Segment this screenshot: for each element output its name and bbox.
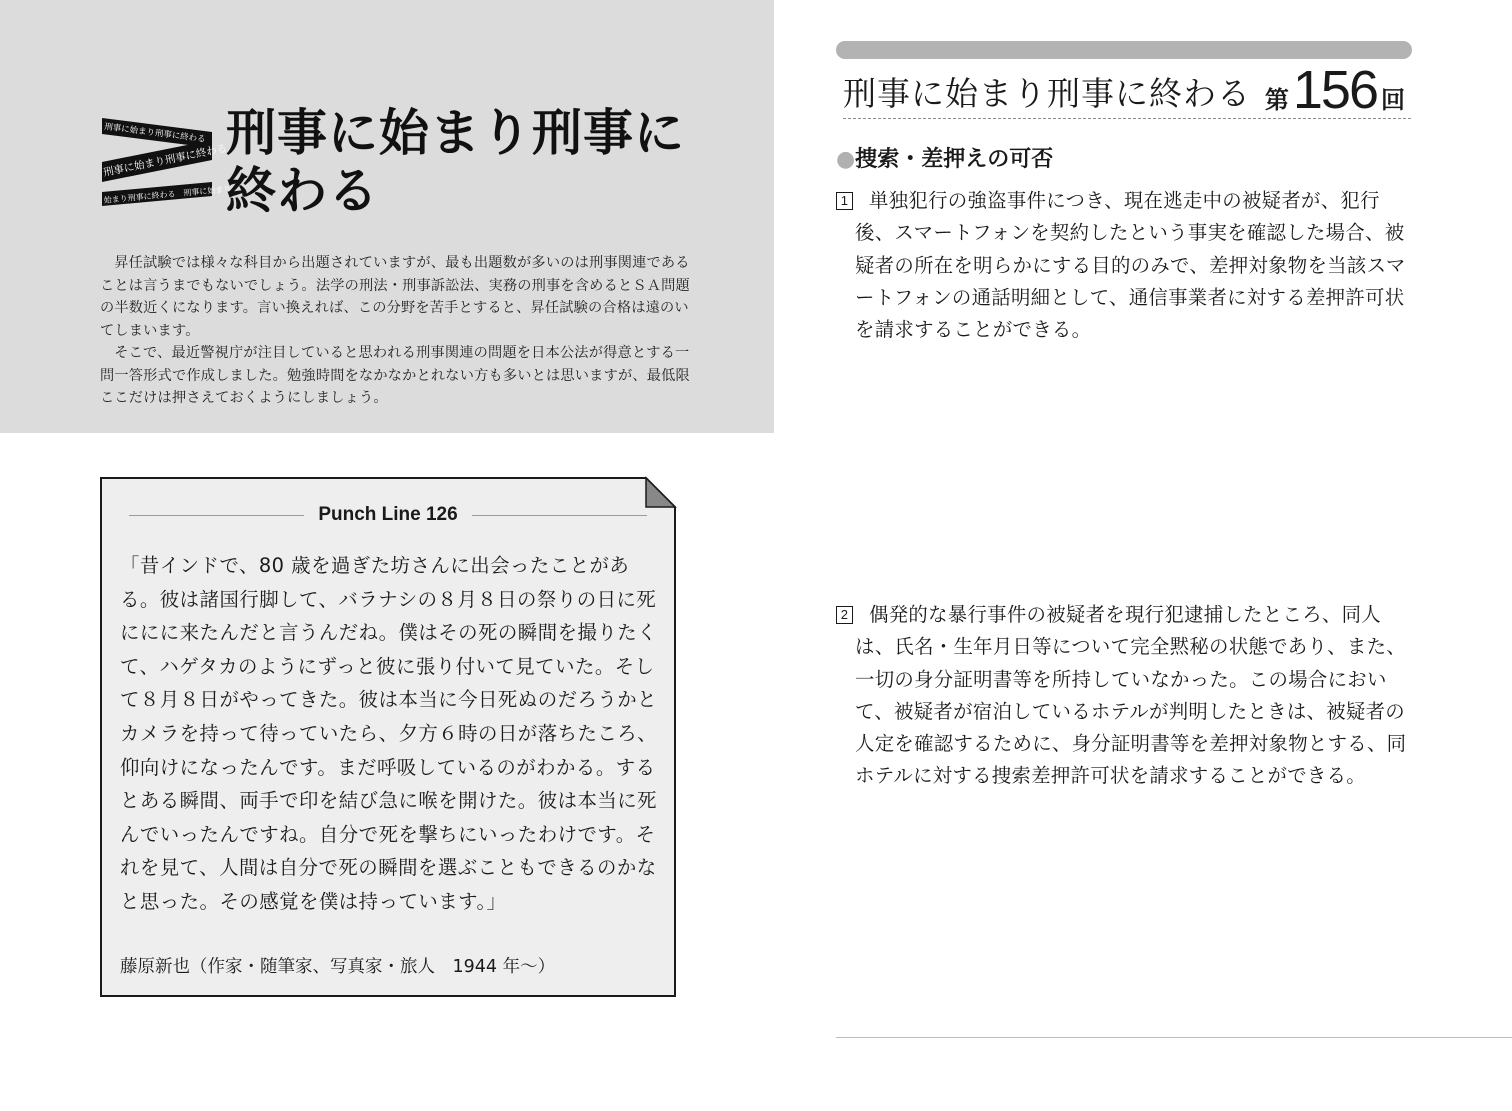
header-rule-left (129, 515, 304, 516)
logo-strip-2-text: 刑事に始まり刑事に終わる (102, 142, 229, 179)
section-heading (836, 142, 1053, 173)
quote-text: 「昔インドで、80 歳を過ぎた坊さんに出会ったことがある。彼は諸国行脚して、バラナシの８月８日の祭りの日に死ににに来たんだと言うんだね。僕はその死の瞬間を撮りたくて、ハゲタカのようにずっと彼に張り付いて見ていた。そして８月８日がやってきた。彼は本当に今日死ぬのだろうかとカメラを持って待っていたら、夕方６時の日が落ちたころ、仰向けになったんです。まだ呼吸しているのがわかる。するとある瞬間、両手で印を結び急に喉を開けた。彼は本当に死んでいったんですね。自分で死を撃ちにいったわけです。それを見て、人間は自分で死の瞬間を選ぶこともできるのかなと思った。その感覚を僕は持っています。」 (120, 554, 658, 913)
question-text: 単独犯行の強盗事件につき、現在逃走中の被疑者が、犯行後、スマートフォンを契約したという事実を確認した場合、被疑者の所在を明らかにする目的のみで、差押対象物を当該スマートフォンの通話明細として、通信事業者に対する差押許可状を請求することができる。 (855, 189, 1406, 342)
running-header (843, 62, 1411, 119)
logo-strip-3-text: 始まり刑事に終わる 刑事に始まり (103, 184, 232, 205)
quote-attribution: 藤原新也（作家・随筆家、写真家・旅人 1944 年〜） (120, 957, 556, 977)
question-body (836, 599, 1416, 793)
running-header-title: 刑事に始まり刑事に終わる (843, 74, 1251, 113)
intro-panel (0, 0, 774, 433)
issue-prefix: 第 (1264, 86, 1289, 114)
punch-line-label: Punch Line 126 (318, 504, 458, 525)
intro-text (100, 252, 700, 410)
question-number-box: 1 (836, 192, 853, 210)
issue-suffix: 回 (1381, 86, 1405, 114)
question-number-box: 2 (836, 606, 853, 624)
issue-number (1264, 60, 1405, 120)
page-title (226, 104, 746, 220)
punch-line-header (100, 495, 676, 535)
title-logo-strips (100, 110, 232, 216)
logo-strips-graphic (100, 110, 232, 216)
page-title-line-2: 終わる (226, 162, 379, 220)
punch-line-box (100, 477, 676, 997)
question-item (836, 185, 1416, 346)
logo-strip-1-text: 刑事に始まり刑事に終わる (103, 122, 207, 145)
header-rule-right (472, 515, 647, 516)
question-item (836, 599, 1416, 793)
page-title-line-1: 刑事に始まり刑事に (226, 104, 685, 162)
bottom-divider (836, 1037, 1512, 1038)
issue-number-value: 156 (1292, 60, 1377, 120)
header-bar (836, 41, 1412, 59)
intro-paragraph-1: 昇任試験では様々な科目から出題されていますが、最も出題数が多いのは刑事関連であることは言うまでもないでしょう。法学の刑法・刑事訴訟法、実務の刑事を含めるとＳＡ問題の半数近くになります。言い換えれば、この分野を苦手とすると、昇任試験の合格は遠のいてしまいます。 (100, 255, 690, 339)
question-body (836, 185, 1416, 346)
intro-paragraph-2: そこで、最近警視庁が注目していると思われる刑事関連の問題を日本公法が得意とする一問一答形式で作成しました。勉強時間をなかなかとれない方も多いとは思いますが、最低限ここだけは押さえておくようにしましょう。 (100, 345, 690, 406)
question-text: 偶発的な暴行事件の被疑者を現行犯逮捕したところ、同人は、氏名・生年月日等について完全黙秘の状態であり、また、一切の身分証明書等を所持していなかった。この場合において、被疑者が宿泊しているホテルが判明したときは、被疑者の人定を確認するために、身分証明書等を差押対象物とする、同ホテルに対する捜索差押許可状を請求することができる。 (855, 603, 1407, 788)
section-title: 捜索・差押えの可否 (855, 147, 1054, 172)
bullet-icon: ● (836, 147, 856, 172)
